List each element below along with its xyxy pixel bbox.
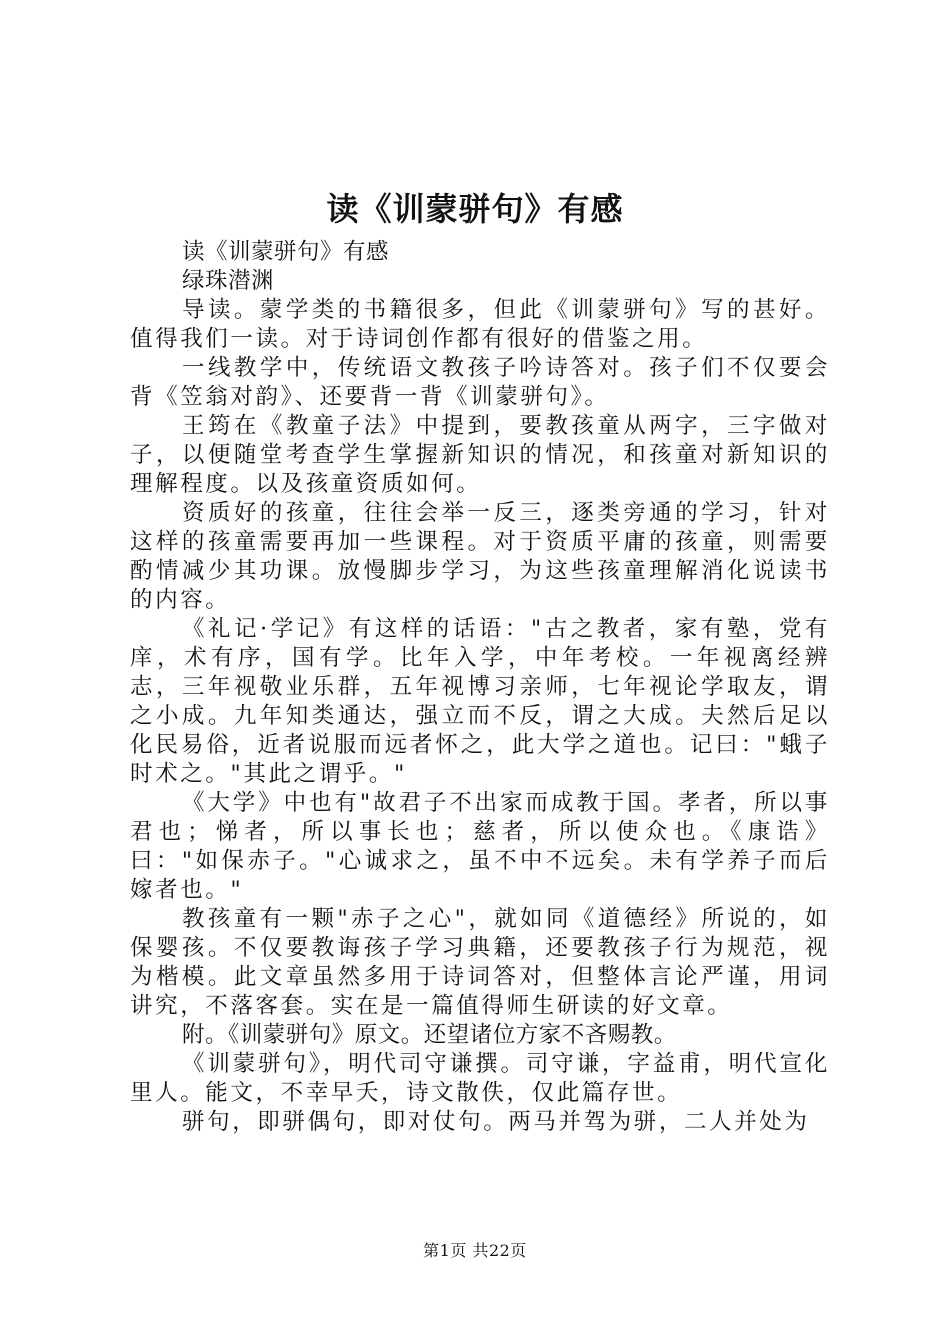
body-paragraph: 王筠在《教童子法》中提到，要教孩童从两字，三字做对子，以便随堂考查学生掌握新知识的情况，和孩童对新知识的理解程度。以及孩童资质如何。 xyxy=(130,413,830,497)
body-paragraph: 资质好的孩童，往往会举一反三，逐类旁通的学习，针对这样的孩童需要再加一些课程。对于资质平庸的孩童，则需要酌情减少其功课。放慢脚步学习，为这些孩童理解消化说读书的内容。 xyxy=(130,500,830,613)
document-title: 读《训蒙骈句》有感 xyxy=(326,190,624,228)
body-paragraph: 读《训蒙骈句》有感 xyxy=(182,239,390,265)
body-paragraph: 教孩童有一颗"赤子之心"，就如同《道德经》所说的，如保婴孩。不仅要教诲孩子学习典籍，还要教孩子行为规范，视为楷模。此文章虽然多用于诗词答对，但整体言论严谨，用词讲究，不落客套。实在是一篇值得师生研读的好文章。 xyxy=(130,906,830,1019)
body-paragraph: 一线教学中，传统语文教孩子吟诗答对。孩子们不仅要会背《笠翁对韵》、还要背一背《训蒙骈句》。 xyxy=(130,355,830,410)
body-paragraph: 骈句，即骈偶句，即对仗句。两马并驾为骈，二人并处为 xyxy=(182,1109,810,1135)
body-paragraph: 导读。蒙学类的书籍很多，但此《训蒙骈句》写的甚好。值得我们一读。对于诗词创作都有很好的借鉴之用。 xyxy=(130,297,830,352)
body-paragraph: 《训蒙骈句》，明代司守谦撰。司守谦，字益甫，明代宣化里人。能文，不幸早夭，诗文散佚，仅此篇存世。 xyxy=(130,1051,830,1106)
body-paragraph: 《大学》中也有"故君子不出家而成教于国。孝者，所以事君也；悌者，所以事长也；慈者，所以使众也。《康诰》曰："如保赤子。"心诚求之，虽不中不远矣。未有学养子而后嫁者也。" xyxy=(130,790,830,903)
document-body xyxy=(130,238,830,1137)
page-number-footer: 第1页 共22页 xyxy=(423,1241,527,1260)
author-line: 绿珠潜渊 xyxy=(182,268,275,294)
body-paragraph: 《礼记·学记》有这样的话语："古之教者，家有塾，党有庠，术有序，国有学。比年入学，中年考校。一年视离经辨志，三年视敬业乐群，五年视博习亲师，七年视论学取友，谓之小成。九年知类通达，强立而不反，谓之大成。夫然后足以化民易俗，近者说服而远者怀之，此大学之道也。记曰："蛾子时术之。"其此之谓乎。" xyxy=(130,616,830,787)
body-paragraph: 附。《训蒙骈句》原文。还望诸位方家不吝赐教。 xyxy=(182,1022,677,1048)
